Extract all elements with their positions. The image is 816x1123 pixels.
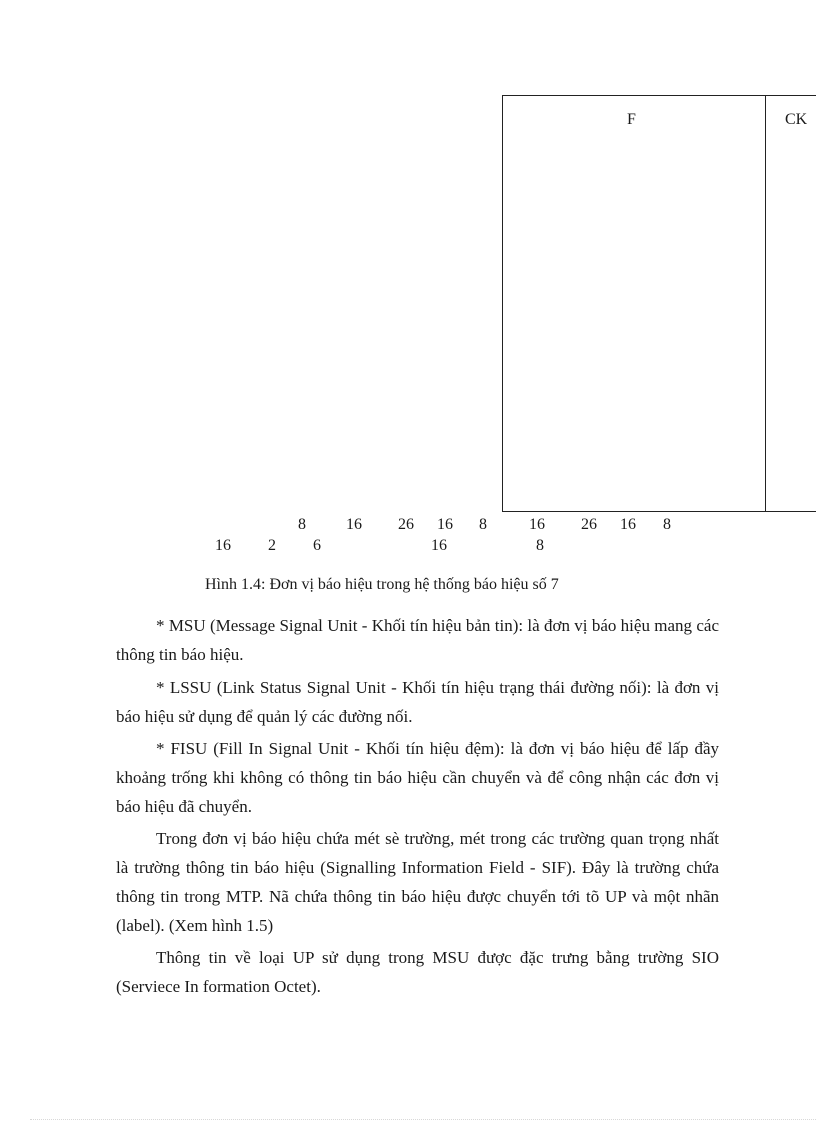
field-divider — [765, 96, 766, 511]
paragraph-sio: Thông tin về loại UP sử dụng trong MSU được đặc trưng bằng trường SIO (Serviece In formation Octet). — [116, 948, 719, 996]
bit-length-label: 8 — [536, 537, 544, 554]
paragraph-sif: Trong đơn vị báo hiệu chứa mét sè trường, mét trong các trường quan trọng nhất là trường thông tin báo hiệu (Signalling Information Field - SIF). Đây là trường chứa thông tin trong MTP. Nã chứa thông tin báo hiệu được chuyển tới tõ UP và một nhãn (label). (Xem hình 1.5) — [116, 829, 719, 935]
paragraph-msu: * MSU (Message Signal Unit - Khối tín hiệu bản tin): là đơn vị báo hiệu mang các thông tin báo hiệu. — [116, 616, 719, 664]
paragraph-fisu: * FISU (Fill In Signal Unit - Khối tín hiệu đệm): là đơn vị báo hiệu để lấp đầy khoảng trống khi không có thông tin báo hiệu cần chuyển và để công nhận các đơn vị báo hiệu đã chuyển. — [116, 739, 719, 816]
bit-length-label: 16 — [215, 537, 231, 554]
paragraph-lssu: * LSSU (Link Status Signal Unit - Khối tín hiệu trạng thái đường nối): là đơn vị báo hiệu sử dụng để quản lý các đường nối. — [116, 678, 719, 726]
page-bottom-rule — [30, 1119, 816, 1120]
bit-length-label: 16 — [431, 537, 447, 554]
bit-length-label: 16 — [620, 516, 636, 533]
bit-length-label: 16 — [346, 516, 362, 533]
bit-length-label: 8 — [479, 516, 487, 533]
bit-length-label: 2 — [268, 537, 276, 554]
bit-length-label: 8 — [663, 516, 671, 533]
signal-unit-frame — [502, 95, 816, 512]
bit-length-label: 6 — [313, 537, 321, 554]
figure-caption: Hình 1.4: Đơn vị báo hiệu trong hệ thống báo hiệu số 7 — [205, 576, 559, 593]
bit-length-label: 8 — [298, 516, 306, 533]
bit-length-label: 26 — [398, 516, 414, 533]
field-label-ck: CK — [785, 111, 808, 128]
bit-length-label: 16 — [529, 516, 545, 533]
bit-length-label: 16 — [437, 516, 453, 533]
bit-length-label: 26 — [581, 516, 597, 533]
field-label-f: F — [627, 111, 636, 128]
